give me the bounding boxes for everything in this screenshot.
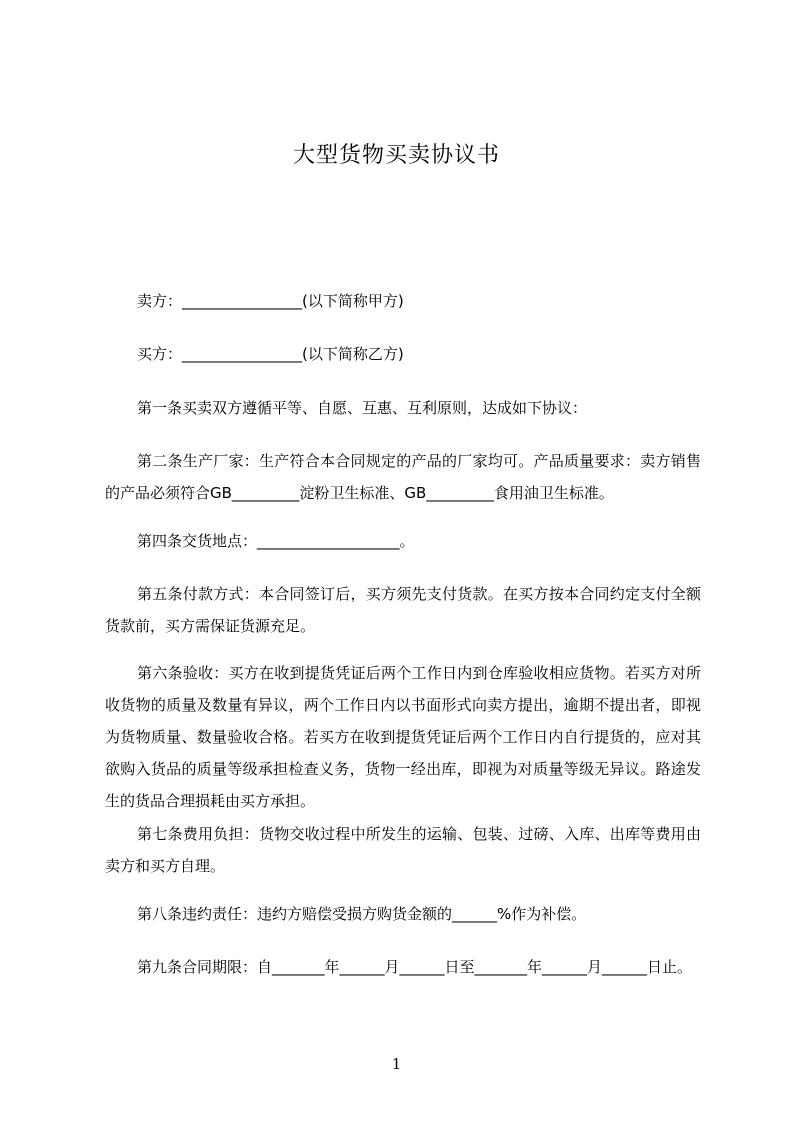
article-8: 第八条违约责任：违约方赔偿受损方购货金额的______%作为补偿。 [137,905,587,923]
article-4: 第四条交货地点：___________________。 [137,532,415,550]
article-7: 第七条费用负担：货物交收过程中所发生的运输、包装、过磅、入库、出库等费用由卖方和买方自理。 [105,825,701,875]
seller-line: 卖方：________________(以下简称甲方) [137,292,404,310]
buyer-line: 买方：________________(以下简称乙方) [137,345,404,363]
article-5: 第五条付款方式：本合同签订后，买方须先支付货款。在买方按本合同约定支付全额货款前，买方需保证货源充足。 [105,585,701,635]
article-9: 第九条合同期限：自_______年______月______日至_______年______月______日止。 [137,958,693,976]
document-title: 大型货物买卖协议书 [292,143,500,168]
article-2: 第二条生产厂家：生产符合本合同规定的产品的厂家均可。产品质量要求：卖方销售的产品必须符合GB_________淀粉卫生标准、GB_________食用油卫生标准。 [105,452,701,502]
page-number: 1 [391,1055,402,1073]
article-6: 第六条验收：买方在收到提货凭证后两个工作日内到仓库验收相应货物。若买方对所收货物的质量及数量有异议，两个工作日内以书面形式向卖方提出，逾期不提出者，即视为货物质量、数量验收合格。若买方在收到提货凭证后两个工作日内自行提货的，应对其欲购入货品的质量等级承担检查义务，货物一经出库，即视为对质量等级无异议。路途发生的货品合理损耗由买方承担。 [105,664,701,810]
article-1: 第一条买卖双方遵循平等、自愿、互惠、互利原则，达成如下协议： [137,399,588,417]
